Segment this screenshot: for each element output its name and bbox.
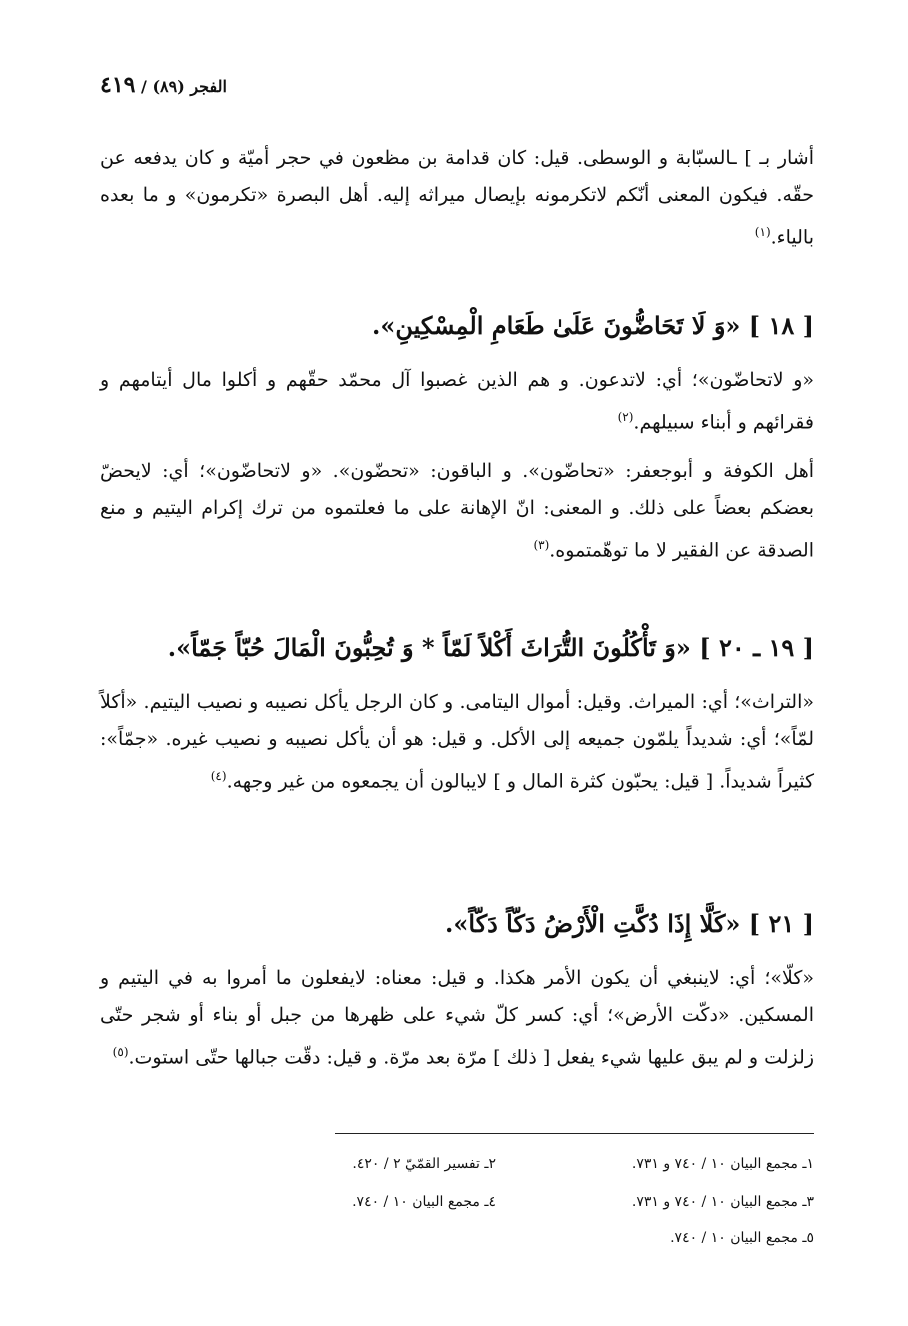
paragraph: أهل الكوفة و أبوجعفر: «تحاضّون». و الباقون: «تحضّون». «و لاتحاضّون»؛ أي: لايحضّ بعضكم بعضاً على ذلك. و المعنى: انّ الإهانة على ما فعلتموه من ترك إكرام اليتيم و منع الصدقة عن الفقير لا ما توهّمتموه.$^{(٣)}$ bbox=[100, 460, 814, 562]
footnote-2: ٢ـ تفسير القمّيّ ٢ / ٤٢٠. bbox=[352, 1156, 496, 1172]
verse-heading: [ ١٩ ـ ٢٠ ] «وَ تَأْكُلُونَ التُّرَاثَ أَكْلاً لَمّاً * وَ تُحِبُّونَ الْمَالَ حُبّاً جَمّاً». bbox=[167, 633, 814, 662]
paragraph: «و لاتحاضّون»؛ أي: لاتدعون. و هم الذين غصبوا آل محمّد حقّهم و أكلوا مال أيتامهم و فقرائهم و أبناء سبيلهم.$^{(٢)}$ bbox=[100, 369, 814, 434]
section-verse-18-commentary bbox=[100, 362, 814, 570]
footnote-1: ١ـ مجمع البيان ١٠ / ٧٤٠ و ٧٣١. bbox=[631, 1156, 814, 1172]
footnote-ref: (٥) bbox=[112, 1045, 129, 1059]
verse-heading: [ ٢١ ] «كَلَّا إِذَا دُكَّتِ الْأَرْضُ دَكّاً دَكّاً». bbox=[445, 909, 814, 938]
section-verse-18 bbox=[100, 306, 814, 346]
section-verse-19-20 bbox=[100, 628, 814, 668]
paragraph: أشار بـ ] ـالسبّابة و الوسطى. قيل: كان قدامة بن مظعون في حجر أميّة و كان يدفعه عن حقّه. فيكون المعنى أنّكم لاتكرمونه بإيصال ميراثه إليه. أهل البصرة «تكرمون» و ما بعده بالياء.$^{(١)}$ bbox=[100, 147, 814, 249]
footnote-ref: (٢) bbox=[617, 410, 634, 424]
footnote-5: ٥ـ مجمع البيان ١٠ / ٧٤٠. bbox=[670, 1230, 814, 1246]
footnote-ref: (١) bbox=[754, 225, 771, 239]
footnote-ref: (٣) bbox=[533, 538, 550, 553]
paragraph: «التراث»؛ أي: الميراث. وقيل: أموال اليتامى. و كان الرجل يأكل نصيبه و نصيب اليتيم. «أكلاً لمّاً»؛ أي: شديداً يلمّون جميعه إلى الأكل. و قيل: هو أن يأكل نصيبه و نصيب غيره. «جمّاً»: كثيراً شديداً. [ قيل: يحبّون كثرة المال و ] لايبالون أن يجمعوه من غير وجهه.$^{(٤)}$ bbox=[100, 691, 814, 793]
surah-label: الفجر (٨٩) / bbox=[141, 77, 227, 96]
footnote-ref: (٤) bbox=[210, 769, 227, 783]
section-verse-19-20-commentary bbox=[100, 684, 814, 800]
section-verse-21 bbox=[100, 904, 814, 944]
footnote-4: ٤ـ مجمع البيان ١٠ / ٧٤٠. bbox=[352, 1194, 496, 1210]
section-intro bbox=[100, 140, 814, 256]
section-verse-21-commentary bbox=[100, 960, 814, 1076]
verse-heading: [ ١٨ ] «وَ لَا تَحَاضُّونَ عَلَىٰ طَعَامِ الْمِسْكِينِ». bbox=[371, 311, 814, 340]
page-header bbox=[100, 72, 340, 98]
footnote-divider bbox=[335, 1133, 814, 1134]
paragraph: «كلّا»؛ أي: لاينبغي أن يكون الأمر هكذا. و قيل: معناه: لايفعلون ما أمروا به في اليتيم و المسكين. «دكّت الأرض»؛ أي: كسر كلّ شيء على ظهرها من جبل أو بناء أو شجر حتّى زلزلت و لم يبق عليها شيء يفعل [ ذلك ] مرّة بعد مرّة. و قيل: دقّت جبالها حتّى استوت.$^{(٥)}$ bbox=[100, 967, 814, 1069]
page-number: ٤١٩ bbox=[100, 72, 136, 98]
footnote-3: ٣ـ مجمع البيان ١٠ / ٧٤٠ و ٧٣١. bbox=[631, 1194, 814, 1210]
